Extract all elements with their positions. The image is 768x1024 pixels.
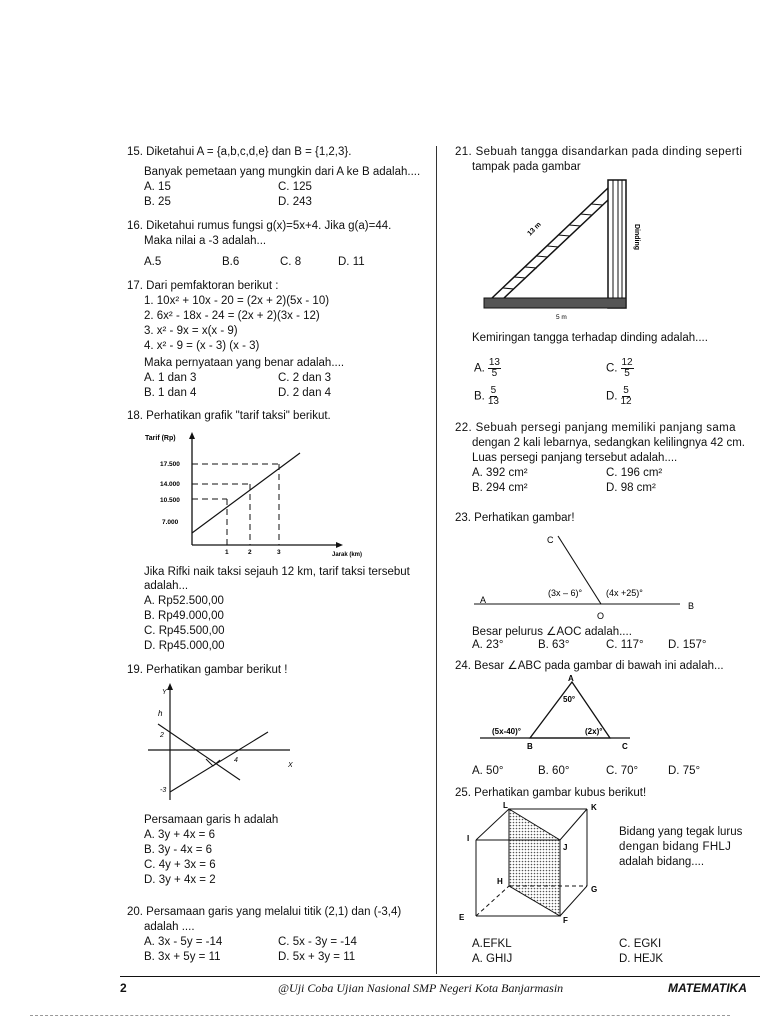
q17-item-2: 2. 6x² - 18x - 24 = (2x + 2)(3x - 12) [144, 310, 320, 322]
vertex-j: J [563, 843, 568, 852]
rung-8 [580, 214, 592, 215]
angle-left-label: (3x – 6)° [548, 588, 583, 598]
vertex-k: K [591, 803, 597, 812]
q21-option-a-num: 13 [488, 357, 500, 368]
q19-option-a: A. 3y + 4x = 6 [144, 829, 215, 841]
q21-option-a-label: A. [474, 362, 485, 375]
q21-text-2: Kemiringan tangga terhadap dinding adalah.... [472, 332, 708, 344]
vertex-h: H [497, 877, 503, 886]
q20-option-d: D. 5x + 3y = 11 [278, 951, 356, 963]
vertex-l: L [503, 801, 508, 810]
ytick-7000: 7.000 [162, 519, 179, 526]
edge-li [476, 809, 509, 840]
ladder-rail-1 [492, 188, 608, 298]
q19-label-2: 2 [160, 732, 164, 739]
q19-label-y: Y [162, 689, 167, 696]
q16-text: Maka nilai a -3 adalah... [144, 235, 267, 247]
q21-option-d-den: 12 [620, 396, 632, 407]
edge-kj [560, 809, 587, 840]
q21-option-a [474, 358, 501, 379]
q19-option-d: D. 3y + 4x = 2 [144, 874, 216, 886]
graph-x-arrow [336, 542, 343, 548]
rung-6 [558, 235, 570, 236]
q20-title: 20. Persamaan garis yang melalui titik (2,1) dan (-3,4) [127, 906, 402, 918]
xtick-1: 1 [225, 549, 229, 556]
cube-figure [455, 800, 615, 928]
graph-x-label: Jarak (km) [332, 552, 363, 558]
label-c: C [622, 742, 628, 751]
q22-option-b: B. 294 cm² [472, 482, 528, 494]
q19-title: 19. Perhatikan gambar berikut ! [127, 664, 288, 676]
q15-text: Banyak pemetaan yang mungkin dari A ke B adalah.... [144, 166, 421, 178]
q21-option-c-fraction [621, 358, 634, 379]
q21-option-a-den: 5 [491, 368, 498, 379]
ytick-17500: 17.500 [160, 461, 180, 468]
q25-option-d: D. HEJK [619, 953, 664, 965]
q17-option-b: B. 1 dan 4 [144, 387, 197, 399]
q21-option-c-den: 5 [624, 368, 630, 379]
q24-option-d: D. 75° [668, 765, 701, 777]
q19-label-4: 4 [234, 757, 238, 764]
q15-option-b: B. 25 [144, 196, 171, 208]
q18-option-c: C. Rp45.500,00 [144, 625, 225, 637]
rung-5 [547, 246, 559, 247]
q19-option-c: C. 4y + 3x = 6 [144, 859, 216, 871]
q17-option-c: C. 2 dan 3 [278, 372, 332, 384]
angle-a-label: 50° [563, 695, 576, 704]
q23-option-a: A. 23° [472, 639, 504, 651]
q22-title: 22. Sebuah persegi panjang memiliki panjang sama [455, 422, 736, 434]
q15-option-a: A. 15 [144, 181, 171, 193]
triangle-figure [470, 672, 650, 754]
ladder-length-label: 13 m [526, 221, 543, 238]
label-b: B [688, 601, 695, 611]
rung-1 [503, 288, 514, 289]
ytick-10500: 10.500 [160, 497, 180, 504]
line-h-graph [140, 680, 310, 805]
q23-option-b: B. 63° [538, 639, 570, 651]
line-perpendicular [170, 732, 268, 792]
q15-option-d: D. 243 [278, 196, 312, 208]
footer-center-text: @Uji Coba Ujian Nasional SMP Negeri Kota Banjarmasin [278, 981, 564, 995]
rung-9 [591, 204, 603, 205]
q21-option-c-label: C. [606, 362, 618, 375]
graph-line [192, 453, 300, 533]
q18-option-a: A. Rp52.500,00 [144, 595, 224, 607]
q21-option-d-label: D. [606, 390, 618, 403]
graph-y-arrow [189, 432, 195, 439]
q16-option-c: C. 8 [280, 256, 302, 268]
page-number: 2 [120, 981, 127, 995]
q22-option-d: D. 98 cm² [606, 482, 656, 494]
q17-item-4: 4. x² - 9 = (x - 3) (x - 3) [144, 340, 260, 352]
q25-option-a1: A.EFKL [472, 938, 512, 950]
q23-text: Besar pelurus ∠AOC adalah.... [472, 626, 632, 638]
q24-title: 24. Besar ∠ABC pada gambar di bawah ini adalah... [455, 660, 724, 672]
q21-option-c [606, 358, 634, 379]
q15-title: 15. Diketahui A = {a,b,c,d,e} dan B = {1,2,3}. [127, 146, 352, 158]
angle-right-label: (4x +25)° [606, 588, 643, 598]
q25-title: 25. Perhatikan gambar kubus berikut! [455, 787, 647, 799]
q20-text: adalah .... [144, 921, 195, 933]
q24-option-a: A. 50° [472, 765, 504, 777]
q16-option-a: A.5 [144, 256, 162, 268]
q18-option-b: B. Rp49.000,00 [144, 610, 224, 622]
vertex-e: E [459, 913, 465, 922]
angle-c-label: (2x)° [585, 727, 603, 736]
q16-option-d: D. 11 [338, 256, 365, 268]
rung-3 [525, 267, 537, 268]
q21-option-b-label: B. [474, 390, 485, 403]
q24-option-c: C. 70° [606, 765, 639, 777]
footer-subject: MATEMATIKA [668, 981, 747, 995]
q21-title: 21. Sebuah tangga disandarkan pada dinding seperti [455, 146, 743, 158]
q21-option-d [606, 386, 632, 407]
q19-option-b: B. 3y - 4x = 6 [144, 844, 213, 856]
q25-text-1: Bidang yang tegak lurus [619, 826, 743, 838]
label-b: B [527, 742, 533, 751]
base-length-label: 5 m [556, 314, 567, 321]
rung-7 [569, 225, 581, 226]
q21-option-b-fraction [488, 386, 499, 407]
taxi-fare-graph [140, 430, 390, 560]
q24-option-b: B. 60° [538, 765, 570, 777]
q22-option-a: A. 392 cm² [472, 467, 528, 479]
column-divider [436, 146, 437, 974]
q19-text: Persamaan garis h adalah [144, 814, 279, 826]
ytick-14000: 14.000 [160, 481, 180, 488]
q15-option-c: C. 125 [278, 181, 312, 193]
q17-item-3: 3. x² - 9x = x(x - 9) [144, 325, 238, 337]
q18-text-1: Jika Rifki naik taksi sejauh 12 km, tarif taksi tersebut [144, 566, 410, 578]
label-o: O [597, 611, 605, 621]
q25-text-2: dengan bidang FHLJ [619, 841, 732, 853]
angle-b-label: (5x-40)° [492, 727, 521, 736]
q25-option-c: C. EGKI [619, 938, 662, 950]
q17-title: 17. Dari pemfaktoran berikut : [127, 280, 279, 292]
vertex-g: G [591, 885, 598, 894]
xtick-2: 2 [248, 549, 252, 556]
plane-fhlj [509, 809, 560, 916]
q16-title: 16. Diketahui rumus fungsi g(x)=5x+4. Jika g(a)=44. [127, 220, 392, 232]
label-a: A [480, 595, 487, 605]
wall [608, 180, 626, 308]
q18-text-2: adalah... [144, 580, 189, 592]
q23-title: 23. Perhatikan gambar! [455, 512, 575, 524]
q21-option-d-fraction [621, 386, 632, 407]
q21-option-d-num: 5 [623, 385, 629, 396]
q20-option-c: C. 5x - 3y = -14 [278, 936, 357, 948]
q16-option-b: B.6 [222, 256, 240, 268]
q21-option-b [474, 386, 499, 407]
q20-option-a: A. 3x - 5y = -14 [144, 936, 223, 948]
vertex-f: F [563, 916, 568, 925]
q23-option-c: C. 117° [606, 639, 644, 651]
q21-option-b-den: 13 [487, 396, 499, 407]
rung-2 [514, 277, 526, 278]
q23-option-d: D. 157° [668, 639, 707, 651]
q19-y-arrow [167, 683, 173, 690]
q17-option-d: D. 2 dan 4 [278, 387, 332, 399]
q21-option-b-num: 5 [490, 385, 497, 396]
q22-text-2: Luas persegi panjang tersebut adalah.... [472, 452, 678, 464]
edge-eh [476, 886, 509, 916]
q19-label-minus3: -3 [160, 787, 167, 794]
ladder-rungs [503, 204, 603, 289]
q20-option-b: B. 3x + 5y = 11 [144, 951, 221, 963]
q17-item-1: 1. 10x² + 10x - 20 = (2x + 2)(5x - 10) [144, 295, 330, 307]
edge-fg [560, 886, 587, 916]
page-footer [120, 976, 760, 999]
q19-label-h: h [158, 709, 163, 718]
q22-option-c: C. 196 cm² [606, 467, 663, 479]
vertex-i: I [467, 834, 470, 843]
q22-text-1: dengan 2 kali lebarnya, sedangkan kelilingnya 42 cm. [472, 437, 745, 449]
q18-title: 18. Perhatikan grafik "tarif taksi" berikut. [127, 410, 331, 422]
q17-text: Maka pernyataan yang benar adalah.... [144, 357, 345, 369]
q25-option-a2: A. GHIJ [472, 953, 513, 965]
label-a: A [568, 674, 574, 683]
label-c: C [547, 535, 554, 545]
q19-label-x: X [288, 762, 293, 769]
xtick-3: 3 [277, 549, 281, 556]
graph-y-label: Tarif (Rp) [145, 435, 176, 442]
q21-option-a-fraction [488, 358, 501, 379]
angle-figure [470, 532, 710, 622]
wall-label: Dinding [633, 224, 640, 251]
q21-text-1: tampak pada gambar [472, 161, 581, 173]
ladder-rail-2 [504, 200, 608, 298]
rung-4 [536, 256, 548, 257]
q17-option-a: A. 1 dan 3 [144, 372, 197, 384]
q21-option-c-num: 12 [621, 357, 633, 368]
footer-bottom-rule [30, 1015, 730, 1016]
q18-option-d: D. Rp45.000,00 [144, 640, 225, 652]
floor [484, 298, 626, 308]
q25-text-3: adalah bidang.... [619, 856, 705, 868]
ladder-figure [470, 176, 650, 324]
